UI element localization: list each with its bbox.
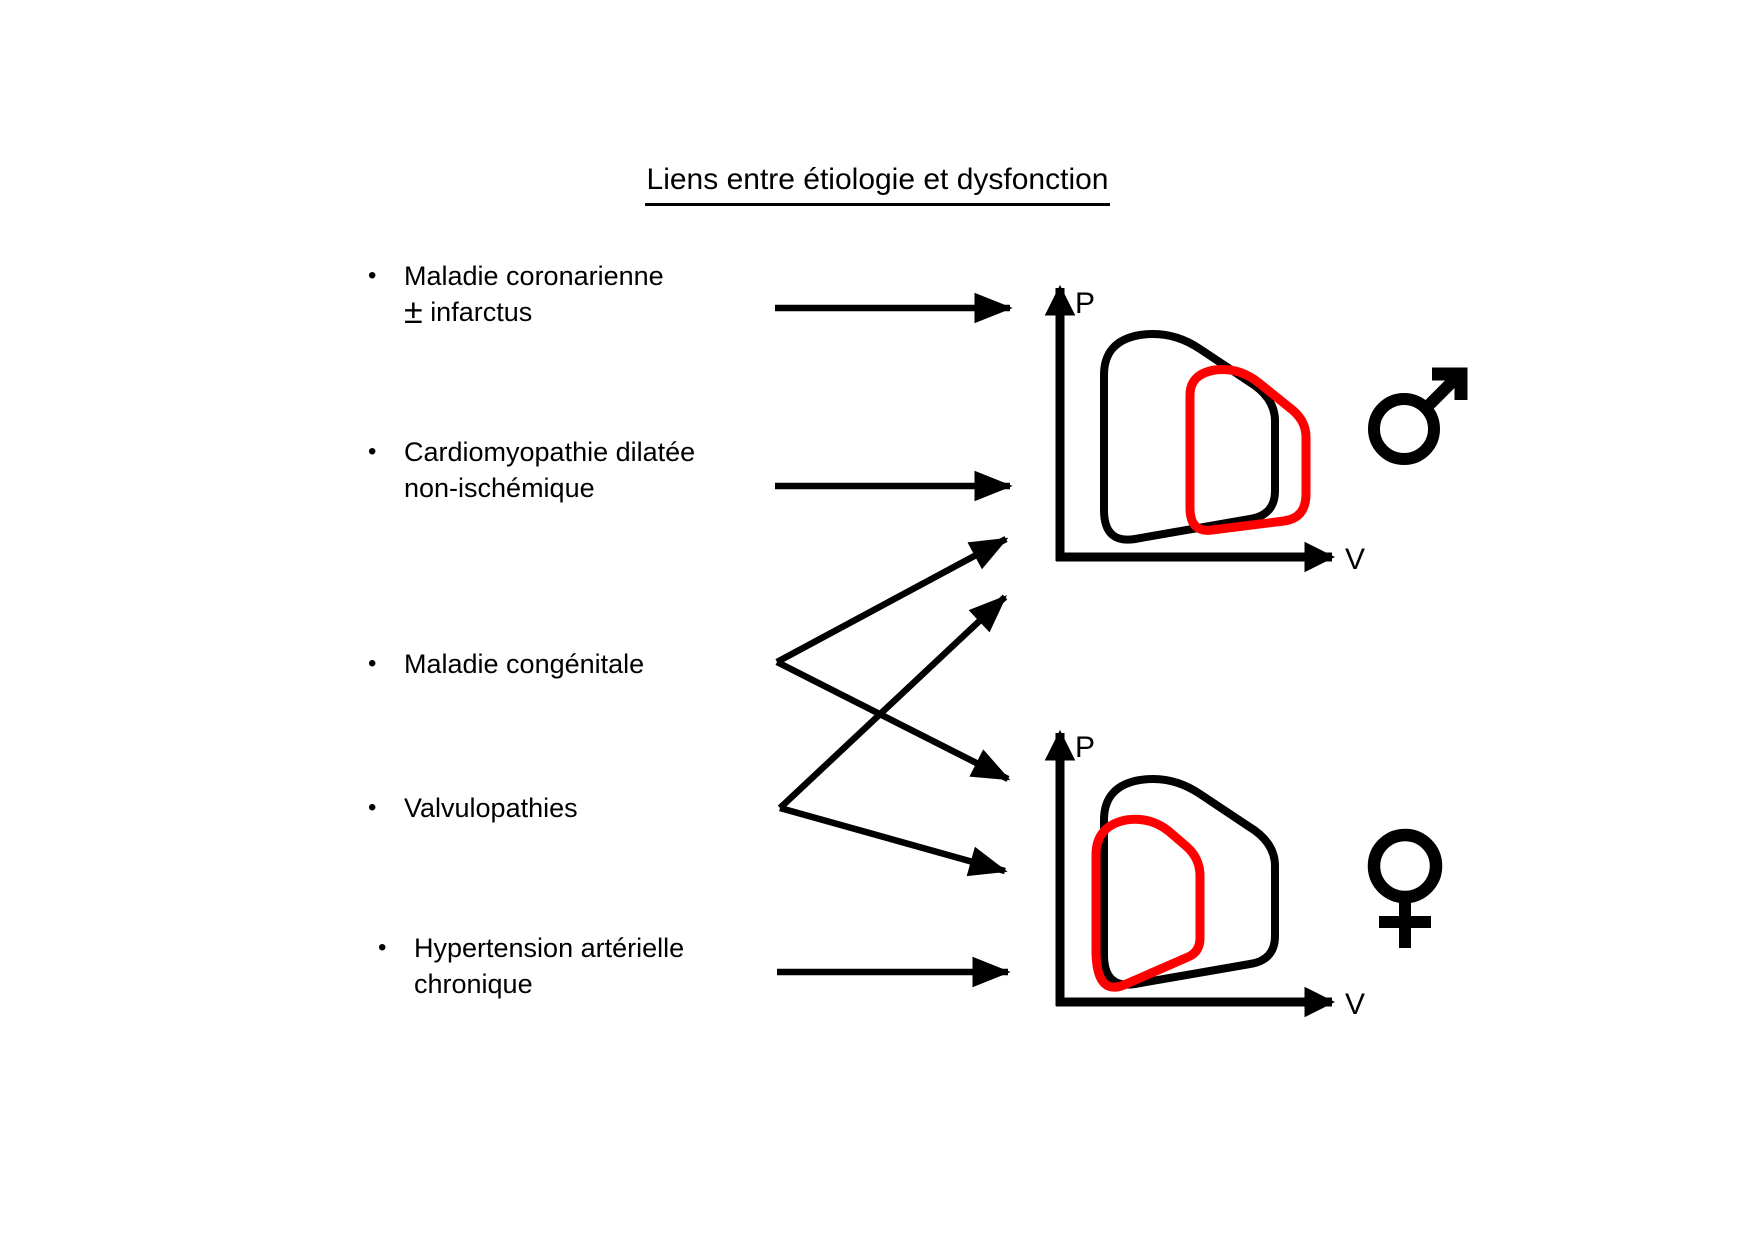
pressure-axis-label: P: [1075, 287, 1096, 320]
bullet-line2: non-ischémique: [404, 473, 595, 503]
female-pv-diagram: [1056, 731, 1365, 1021]
female-sign-icon: [1374, 835, 1436, 948]
bullet-line2: chronique: [414, 969, 533, 999]
plus-minus-symbol: ±: [404, 293, 423, 331]
bullet-line1: Maladie congénitale: [404, 649, 645, 679]
volume-axis-label: V: [1345, 988, 1366, 1021]
arrow-valvulopathies-to-female: [780, 808, 1005, 871]
bullet-marker: •: [368, 650, 377, 677]
bullet-marker: •: [368, 794, 377, 821]
bullet-line2: ± infarctus: [404, 293, 533, 331]
male-sign-shaft: [1424, 380, 1454, 410]
arrow-congenitale-to-male: [777, 539, 1006, 662]
arrow-valvulopathies-to-male: [780, 597, 1005, 808]
pressure-axis-label: P: [1075, 731, 1096, 764]
bullet-marker: •: [378, 934, 387, 961]
bullet-line1: Hypertension artérielle: [414, 933, 685, 963]
arrow-congenitale-to-female: [777, 662, 1008, 779]
male-pv-diagram: [1056, 287, 1365, 576]
dysfunction-pv-loop: [1190, 370, 1306, 531]
male-sign-icon: [1374, 374, 1461, 459]
bullet-marker: •: [368, 262, 377, 289]
bullet-line1: Maladie coronarienne: [404, 261, 664, 291]
volume-axis-label: V: [1345, 543, 1366, 576]
dysfunction-pv-loop: [1096, 819, 1200, 987]
connector-arrows: [775, 308, 1010, 972]
bullet-line1: Cardiomyopathie dilatée: [404, 437, 696, 467]
bullet-marker: •: [368, 438, 377, 465]
bullet-line1: Valvulopathies: [404, 793, 578, 823]
page-title: Liens entre étiologie et dysfonction: [645, 163, 1111, 206]
female-sign-circle: [1374, 835, 1436, 897]
